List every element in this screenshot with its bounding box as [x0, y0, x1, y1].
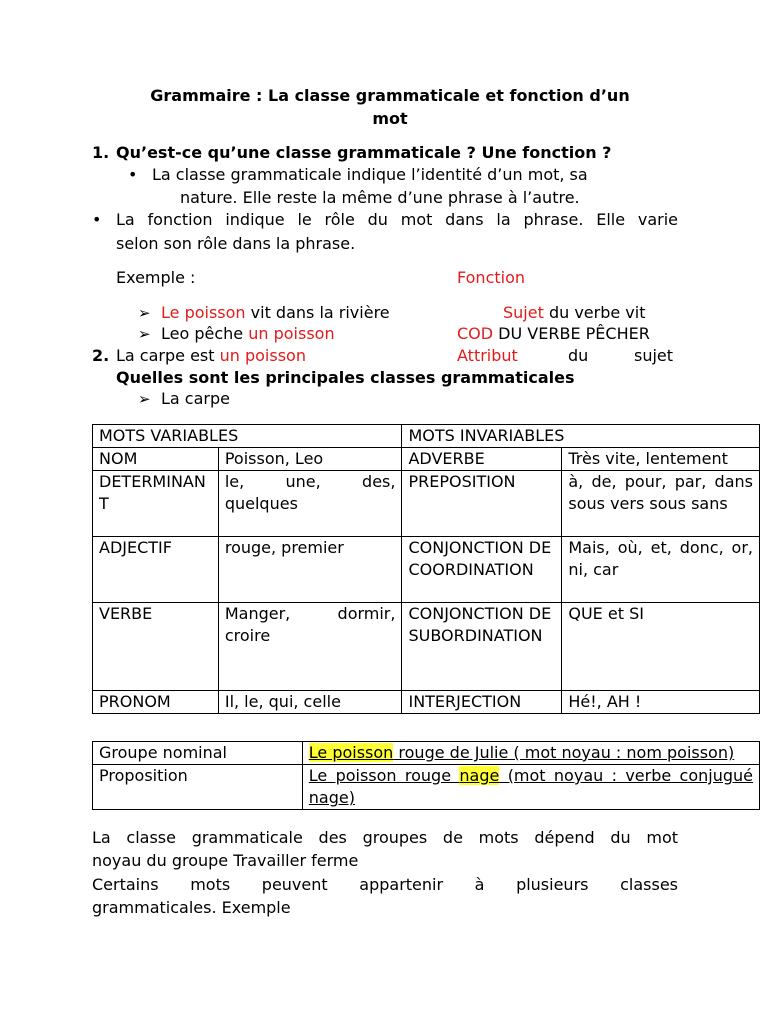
bullet-inner-line2: nature. Elle reste la même d’une phrase à l’autre. — [180, 188, 580, 207]
table-cell: Très vite, lentement — [562, 448, 760, 471]
table-cell: NOM — [93, 448, 219, 471]
bullet-dot: • — [92, 210, 102, 229]
attribut-sujet: sujet — [634, 346, 674, 365]
arrow-bullet-icon: ➢ — [138, 390, 151, 408]
section1-number: 1. — [92, 143, 110, 162]
bullet-outer-line2: selon son rôle dans la phrase. — [116, 234, 356, 253]
groups-table — [92, 741, 760, 810]
table-row — [93, 742, 760, 765]
closing-p2-line2: grammaticales. Exemple — [92, 898, 291, 917]
table-row — [93, 448, 760, 471]
table-cell: CONJONCTION DE SUBORDINATION — [402, 603, 562, 691]
table-cell: rouge, premier — [218, 537, 402, 603]
closing-p1-line1: La classe grammaticale des groupes de mots dépend du mot — [92, 828, 678, 847]
function-label: Fonction — [457, 268, 526, 287]
table-cell: Manger, dormir, croire — [218, 603, 402, 691]
table-cell: DETERMINANT — [93, 471, 219, 537]
header-mots-invariables: MOTS INVARIABLES — [402, 425, 760, 448]
table-cell: INTERJECTION — [402, 691, 562, 714]
table-cell: PRONOM — [93, 691, 219, 714]
header-mots-variables: MOTS VARIABLES — [93, 425, 402, 448]
table-cell: Mais, où, et, donc, or, ni, car — [562, 537, 760, 603]
table-row — [93, 471, 760, 537]
example-label: Exemple : — [116, 268, 196, 287]
closing-p1-line2: noyau du groupe Travailler ferme — [92, 851, 359, 870]
example-sentence-2: Leo pêche un poisson — [161, 324, 335, 343]
arrow-bullet-icon: ➢ — [138, 325, 151, 343]
page-title-line1: Grammaire : La classe grammaticale et fonction d’un — [150, 86, 630, 105]
attribut-du: du — [568, 346, 589, 365]
groupe-nominal-example: Le poisson rouge de Julie ( mot noyau : nom poisson) — [302, 742, 759, 765]
table-cell: à, de, pour, par, dans sous vers sous sans — [562, 471, 760, 537]
section1-heading: Qu’est-ce qu’une classe grammaticale ? Une fonction ? — [116, 143, 612, 162]
table-cell: QUE et SI — [562, 603, 760, 691]
table-cell: CONJONCTION DE COORDINATION — [402, 537, 562, 603]
proposition-label: Proposition — [93, 765, 303, 810]
proposition-example: Le poisson rouge nage (mot noyau : verbe conjugué nage) — [302, 765, 759, 810]
table-cell: Poisson, Leo — [218, 448, 402, 471]
section2-heading: Quelles sont les principales classes grammaticales — [116, 368, 575, 387]
table-cell: le, une, des, quelques — [218, 471, 402, 537]
bullet-inner-line1: La classe grammaticale indique l’identité d’un mot, sa — [152, 165, 588, 184]
table-row — [93, 603, 760, 691]
table-row — [93, 537, 760, 603]
section2-sentence: La carpe est un poisson — [116, 346, 306, 365]
page-title-line2: mot — [372, 109, 408, 128]
table-row — [93, 691, 760, 714]
section2-number: 2. — [92, 346, 110, 365]
arrow-bullet-icon: ➢ — [138, 304, 151, 322]
closing-p2-line1: Certains mots peuvent appartenir à plusieurs classes — [92, 875, 678, 894]
attribut-label: Attribut — [457, 346, 518, 365]
table-header-row — [93, 425, 760, 448]
example-function-1: Sujet du verbe vit — [503, 303, 646, 322]
table-cell: Il, le, qui, celle — [218, 691, 402, 714]
table-cell: PREPOSITION — [402, 471, 562, 537]
table-cell: VERBE — [93, 603, 219, 691]
example-function-2: COD DU VERBE PÊCHER — [457, 324, 650, 343]
bullet-dot: • — [128, 165, 138, 184]
section2-sub-item: La carpe — [161, 389, 230, 408]
classes-table — [92, 424, 760, 714]
example-sentence-1: Le poisson vit dans la rivière — [161, 303, 390, 322]
table-cell: ADJECTIF — [93, 537, 219, 603]
table-cell: ADVERBE — [402, 448, 562, 471]
groupe-nominal-label: Groupe nominal — [93, 742, 303, 765]
bullet-outer-line1: La fonction indique le rôle du mot dans la phrase. Elle varie — [116, 210, 678, 229]
table-cell: Hé!, AH ! — [562, 691, 760, 714]
table-row — [93, 765, 760, 810]
